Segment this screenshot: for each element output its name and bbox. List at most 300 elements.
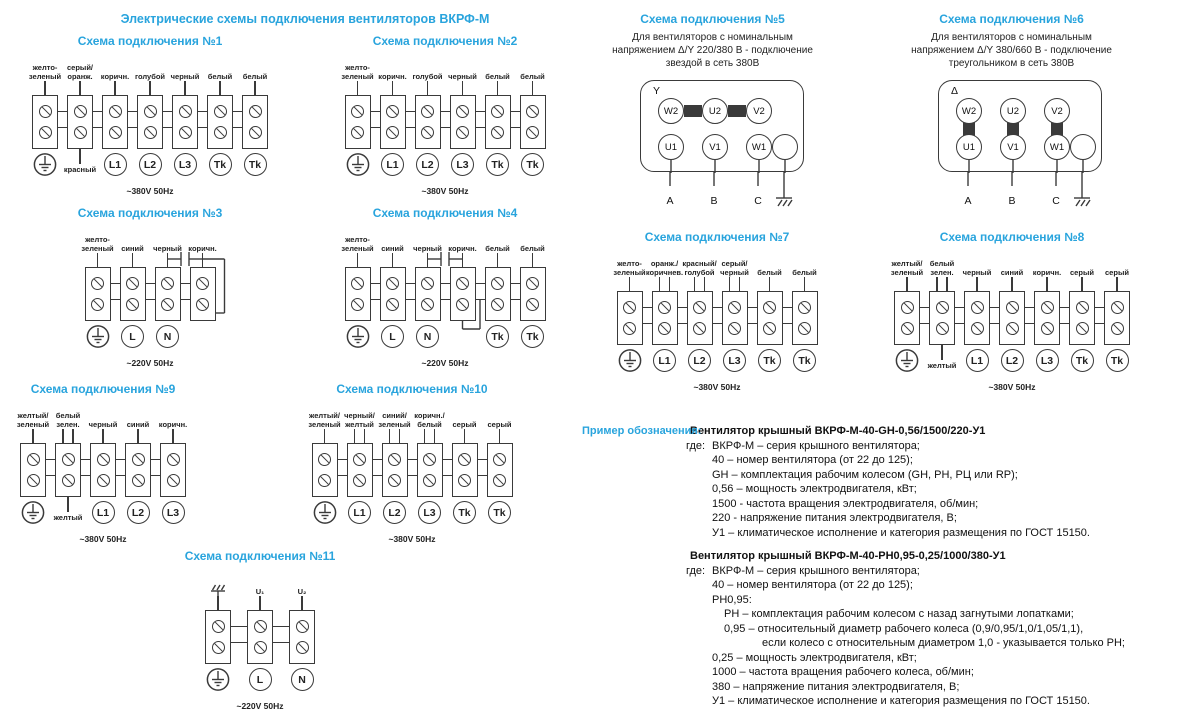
wire-label-line: зеленый (890, 267, 924, 277)
wire-line (669, 277, 670, 291)
screw-icon (798, 322, 811, 335)
wire-line (364, 429, 365, 443)
bottom-wire-line (79, 149, 80, 164)
terminal-block (20, 443, 46, 497)
scheme-title-4: Схема подключения №4 (372, 206, 518, 220)
ground-terminal-icon (33, 152, 57, 177)
terminal-L2: L2 (416, 153, 439, 176)
designation-example (582, 424, 1182, 709)
wire-label-line: зеленый (378, 419, 411, 429)
example-line: ВКРФ-М – серия крышного вентилятора; (712, 564, 920, 577)
wire-stub (482, 429, 517, 443)
scheme-title-11: Схема подключения №11 (184, 549, 336, 563)
phase-label: C (754, 195, 762, 207)
wire-stub (16, 429, 51, 443)
scheme-title-2: Схема подключения №2 (372, 34, 518, 48)
scheme-8 (868, 230, 1156, 392)
connector-line (128, 127, 137, 128)
wire-line (936, 277, 937, 291)
terminal-L2: L2 (1001, 349, 1024, 372)
terminal-block (415, 95, 441, 149)
wire-label-line: оранж./ (650, 259, 679, 268)
motor-terminal-W2: W2 (956, 98, 982, 124)
terminal-area (238, 149, 273, 185)
screw-icon (458, 453, 471, 466)
motor-terminal-V1: V1 (1000, 134, 1026, 160)
star-jumper-bar (684, 105, 702, 117)
connector-line (1025, 307, 1034, 308)
voltage-label: ~380V 50Hz (79, 534, 127, 544)
wire-line (464, 429, 465, 443)
motor-terminal-blank (1070, 134, 1096, 160)
terminal-block (964, 291, 990, 345)
connector-line (406, 111, 415, 112)
connector-line (478, 459, 487, 460)
wire-line (462, 81, 463, 95)
connector-line (151, 475, 160, 476)
connector-line (1060, 323, 1069, 324)
terminal-area (168, 149, 203, 185)
wire-label-line: оранж. (67, 71, 93, 81)
motor-terminal-U1: U1 (956, 134, 982, 160)
bottom-wire-label: красный (63, 165, 97, 174)
terminal-area (787, 345, 822, 381)
wire-stub (197, 596, 239, 610)
wire-label-line: синий (1000, 267, 1024, 277)
wire-label (89, 401, 118, 429)
wire-label-line: коричн. (188, 243, 217, 253)
phase-label: A (666, 195, 674, 207)
screw-icon (1076, 322, 1089, 335)
screw-icon (126, 298, 139, 311)
terminal-block (190, 267, 216, 321)
voltage-label: ~380V 50Hz (693, 382, 741, 392)
wire-label (485, 53, 510, 81)
terminal-column (63, 53, 98, 185)
wire-label-line: белый (520, 71, 545, 81)
wire-line (32, 429, 33, 443)
terminal-area (480, 149, 515, 185)
wire-line (1116, 277, 1117, 291)
scheme-11 (150, 549, 370, 711)
wire-label-line: серый (452, 419, 477, 429)
screw-icon (91, 298, 104, 311)
screw-icon (91, 277, 104, 290)
wire-label-line: зеленый (341, 71, 374, 81)
example-body-2 (582, 564, 1182, 709)
terminal-area (377, 497, 412, 533)
wire-label (101, 53, 129, 81)
terminal-L1: L1 (653, 349, 676, 372)
screw-icon (491, 126, 504, 139)
description-line: Для вентиляторов с номинальным (931, 32, 1092, 43)
connector-line (81, 475, 90, 476)
wire-line (424, 429, 425, 443)
wire-label-line: коричн. (378, 71, 407, 81)
terminal-area (51, 497, 86, 533)
screw-icon (254, 620, 267, 633)
wire-line (1086, 200, 1090, 206)
terminal-block (205, 610, 231, 664)
example-line: РН0,95: (712, 593, 752, 606)
screw-icon (386, 105, 399, 118)
terminal-block (289, 610, 315, 664)
screw-icon (493, 474, 506, 487)
wire-label (1105, 249, 1129, 277)
screw-icon (97, 453, 110, 466)
terminal-L3: L3 (451, 153, 474, 176)
wire-label (171, 53, 200, 81)
wire-label-line: зеленый (341, 243, 374, 253)
example-body-1 (582, 439, 1182, 541)
terminal-block (380, 95, 406, 149)
wire-line (259, 596, 260, 610)
terminal-area (1100, 345, 1135, 381)
wire-stub (412, 429, 447, 443)
wire-label (188, 225, 216, 253)
wire-label-line: белый (417, 419, 442, 429)
wire-line (217, 585, 220, 590)
bottom-wire-label: желтый (53, 513, 83, 522)
motor-terminal-U2: U2 (702, 98, 728, 124)
terminal-block (487, 443, 513, 497)
terminal-strip (340, 53, 550, 185)
wire-stub (375, 81, 410, 95)
terminal-Tk: Tk (521, 153, 544, 176)
terminal-column (787, 249, 822, 381)
scheme-title-7: Схема подключения №7 (644, 230, 790, 244)
description-line: напряжением Δ/Y 380/660 В - подключение (911, 45, 1112, 56)
wire-label (381, 225, 404, 253)
screw-icon (179, 126, 192, 139)
connector-line (955, 323, 964, 324)
terminal-block (67, 95, 93, 149)
wire-line (389, 429, 390, 443)
wire-label (1070, 249, 1094, 277)
terminal-block (520, 267, 546, 321)
screw-icon (109, 126, 122, 139)
terminal-area (375, 149, 410, 185)
wire-label (127, 401, 150, 429)
wire-stub (156, 429, 191, 443)
screw-icon (456, 298, 469, 311)
terminal-block (757, 291, 783, 345)
wire-stub (480, 81, 515, 95)
scheme-7 (574, 230, 860, 392)
wire-stub (445, 81, 480, 95)
terminal-L1: L1 (381, 153, 404, 176)
terminal-column (612, 249, 647, 381)
wire-stub (682, 277, 717, 291)
screw-icon (296, 620, 309, 633)
terminal-block (382, 443, 408, 497)
connector-line (198, 111, 207, 112)
screw-icon (161, 298, 174, 311)
example-line: У1 – климатическое исполнение и категория размещения по ГОСТ 15150. (712, 695, 1090, 707)
connector-line (511, 111, 520, 112)
terminal-column (717, 249, 752, 381)
connector-line (233, 127, 242, 128)
screw-icon (144, 126, 157, 139)
connector-line (443, 475, 452, 476)
connector-line (46, 475, 55, 476)
connector-line (116, 475, 125, 476)
terminal-column (960, 249, 995, 381)
terminal-block (485, 267, 511, 321)
screw-icon (254, 641, 267, 654)
screw-icon (62, 474, 75, 487)
phase-label: C (1052, 195, 1060, 207)
wire-label-line: красный/ (682, 259, 717, 268)
example-line: 1500 - частота вращения электродвигателя, об/мин; (712, 497, 979, 510)
terminal-block (485, 95, 511, 149)
wire-stub (447, 429, 482, 443)
wire-line (1081, 277, 1082, 291)
wire-label-line: зеленый (81, 243, 114, 253)
screw-icon (318, 453, 331, 466)
terminal-L3: L3 (162, 501, 185, 524)
terminal-column (340, 53, 375, 185)
terminal-area (682, 345, 717, 381)
motor-terminal-box (938, 80, 1102, 172)
connector-line (338, 459, 347, 460)
wire-label (209, 568, 227, 596)
wire-stub (410, 81, 445, 95)
screw-icon (658, 322, 671, 335)
connector-line (163, 111, 172, 112)
motor-terminal-U2: U2 (1000, 98, 1026, 124)
screw-icon (132, 453, 145, 466)
connector-line (1095, 323, 1104, 324)
motor-terminal-V1: V1 (702, 134, 728, 160)
screw-icon (1006, 322, 1019, 335)
terminal-block (520, 95, 546, 149)
screw-icon (353, 453, 366, 466)
motor-terminal-box (640, 80, 804, 172)
terminal-L1: L1 (348, 501, 371, 524)
example-label: Пример обозначения: (582, 425, 702, 437)
screw-icon (62, 453, 75, 466)
connector-line (955, 307, 964, 308)
wire-label-line: синий/ (382, 411, 407, 420)
wire-label-line: зелен. (930, 267, 954, 277)
wire-stub (281, 596, 323, 610)
motor-terminal-W1: W1 (1044, 134, 1070, 160)
terminal-block (160, 443, 186, 497)
wire-label-line: U₁ (255, 586, 265, 596)
gde-label-2: где: (686, 564, 706, 577)
connector-line (128, 111, 137, 112)
wire-label (298, 568, 307, 596)
connector-line (476, 127, 485, 128)
terminal-area (197, 664, 239, 700)
terminal-column (156, 401, 191, 533)
wire-label-line: черный (413, 243, 442, 253)
connector-line (643, 323, 652, 324)
terminal-strip (28, 53, 273, 185)
terminal-block (1104, 291, 1130, 345)
terminal-block (450, 95, 476, 149)
terminal-column (239, 568, 281, 700)
screw-icon (296, 641, 309, 654)
screw-icon (39, 105, 52, 118)
wire-stub (340, 81, 375, 95)
terminal-block (452, 443, 478, 497)
wire-label (682, 249, 716, 277)
example-title-1 (582, 424, 1182, 439)
terminal-area (86, 497, 121, 533)
wire-label-line: черный (720, 267, 749, 277)
terminal-L3: L3 (418, 501, 441, 524)
voltage-label: ~380V 50Hz (988, 382, 1036, 392)
connector-line (151, 459, 160, 460)
screw-icon (693, 322, 706, 335)
wire-label-line: черный (170, 71, 200, 81)
wire-line (739, 277, 740, 291)
description-line: треугольником в сеть 380В (948, 58, 1075, 69)
wire-line (219, 81, 220, 95)
terminal-L3: L3 (1036, 349, 1059, 372)
connector-line (58, 127, 67, 128)
screw-icon (526, 105, 539, 118)
wire-stub (1030, 277, 1065, 291)
wire-line (354, 429, 355, 443)
wire-label (646, 249, 683, 277)
terminal-L: L (381, 325, 404, 348)
wire-label-line: белый (55, 411, 81, 420)
wire-label-line: белый (485, 243, 510, 253)
terminal-column (238, 53, 273, 185)
connector-line (441, 127, 450, 128)
connector-line (476, 111, 485, 112)
terminal-column (647, 249, 682, 381)
wire-label (341, 53, 373, 81)
terminal-column (121, 401, 156, 533)
wire-label (485, 225, 510, 253)
motor-terminal-U1: U1 (658, 134, 684, 160)
connector-line (371, 111, 380, 112)
description-line: напряжением Δ/Y 220/380 В - подключение (612, 45, 813, 56)
example-line: ВКРФ-М – серия крышного вентилятора; (712, 439, 920, 452)
wire-label (56, 401, 81, 429)
voltage-label: ~380V 50Hz (388, 534, 436, 544)
terminal-area (925, 345, 960, 381)
wire-stub (612, 277, 647, 291)
screw-icon (388, 474, 401, 487)
connector-line (231, 642, 247, 643)
terminal-column (925, 249, 960, 381)
terminal-area (121, 497, 156, 533)
terminal-column (375, 53, 410, 185)
phase-label: B (710, 195, 718, 207)
screw-icon (386, 126, 399, 139)
wire-line (497, 81, 498, 95)
terminal-column (377, 401, 412, 533)
ground-terminal-icon (21, 500, 45, 525)
terminal-Tk: Tk (486, 325, 509, 348)
page-title: Электрические схемы подключения вентиляторов ВКРФ-М (120, 12, 490, 26)
wire-label-line: белый (242, 71, 268, 81)
screw-icon (623, 322, 636, 335)
terminal-area (960, 345, 995, 381)
connector-line (198, 127, 207, 128)
wire-stub (133, 81, 168, 95)
wire-stub (307, 429, 342, 443)
wire-line (357, 81, 358, 95)
terminal-block (1069, 291, 1095, 345)
screw-icon (27, 474, 40, 487)
wire-line (137, 429, 138, 443)
phase-label: A (964, 195, 972, 207)
scheme-title-10: Схема подключения №10 (336, 382, 488, 396)
wire-label-line: коричнев. (645, 267, 684, 277)
terminal-strip (340, 225, 550, 357)
wire-stub (752, 277, 787, 291)
wire-label-line: синий (381, 243, 404, 253)
wire-label-line: зеленый (308, 419, 341, 429)
scheme-title-6: Схема подключения №6 (939, 12, 1084, 26)
wire-label (520, 53, 545, 81)
terminal-column (995, 249, 1030, 381)
terminal-area (995, 345, 1030, 381)
wire-line (629, 277, 630, 291)
wire-line (324, 429, 325, 443)
screw-icon (456, 105, 469, 118)
terminal-L1: L1 (104, 153, 127, 176)
terminal-block (999, 291, 1025, 345)
scheme-title-3: Схема подключения №3 (77, 206, 223, 220)
wire-line (392, 81, 393, 95)
wire-stub (960, 277, 995, 291)
ground-terminal-icon (206, 667, 230, 692)
terminal-block (687, 291, 713, 345)
terminal-area (340, 149, 375, 185)
wire-label-line: белый (520, 243, 545, 253)
bottom-wire-line (941, 345, 942, 360)
screw-icon (423, 474, 436, 487)
wire-label-line: желтый/ (17, 411, 49, 420)
terminal-strip (307, 401, 517, 533)
wire-label (930, 249, 955, 277)
terminal-L1: L1 (92, 501, 115, 524)
wire-stub (51, 429, 86, 443)
terminal-area (752, 345, 787, 381)
wire-stub (86, 429, 121, 443)
terminal-block (652, 291, 678, 345)
screw-icon (491, 277, 504, 290)
wire-label-line: белый (757, 267, 782, 277)
wire-line (1081, 200, 1085, 206)
terminal-Tk: Tk (793, 349, 816, 372)
wire-label (792, 249, 817, 277)
scheme-5 (570, 12, 855, 218)
motor-terminal-blank (772, 134, 798, 160)
example-line: 40 – номер вентилятора (от 22 до 125); (712, 454, 913, 466)
wire-label (17, 401, 49, 429)
terminal-area (156, 497, 191, 533)
terminal-area (28, 149, 63, 185)
wire-label-line: желтый (345, 419, 374, 429)
terminal-area (612, 345, 647, 381)
terminal-N: N (291, 668, 314, 691)
wire-label-line: коричн. (158, 419, 188, 429)
wire-label (720, 249, 749, 277)
connector-line (373, 475, 382, 476)
terminal-column (1065, 249, 1100, 381)
wire-line (976, 277, 977, 291)
terminal-area (307, 497, 342, 533)
wire-label-line: зеленый (28, 71, 62, 81)
